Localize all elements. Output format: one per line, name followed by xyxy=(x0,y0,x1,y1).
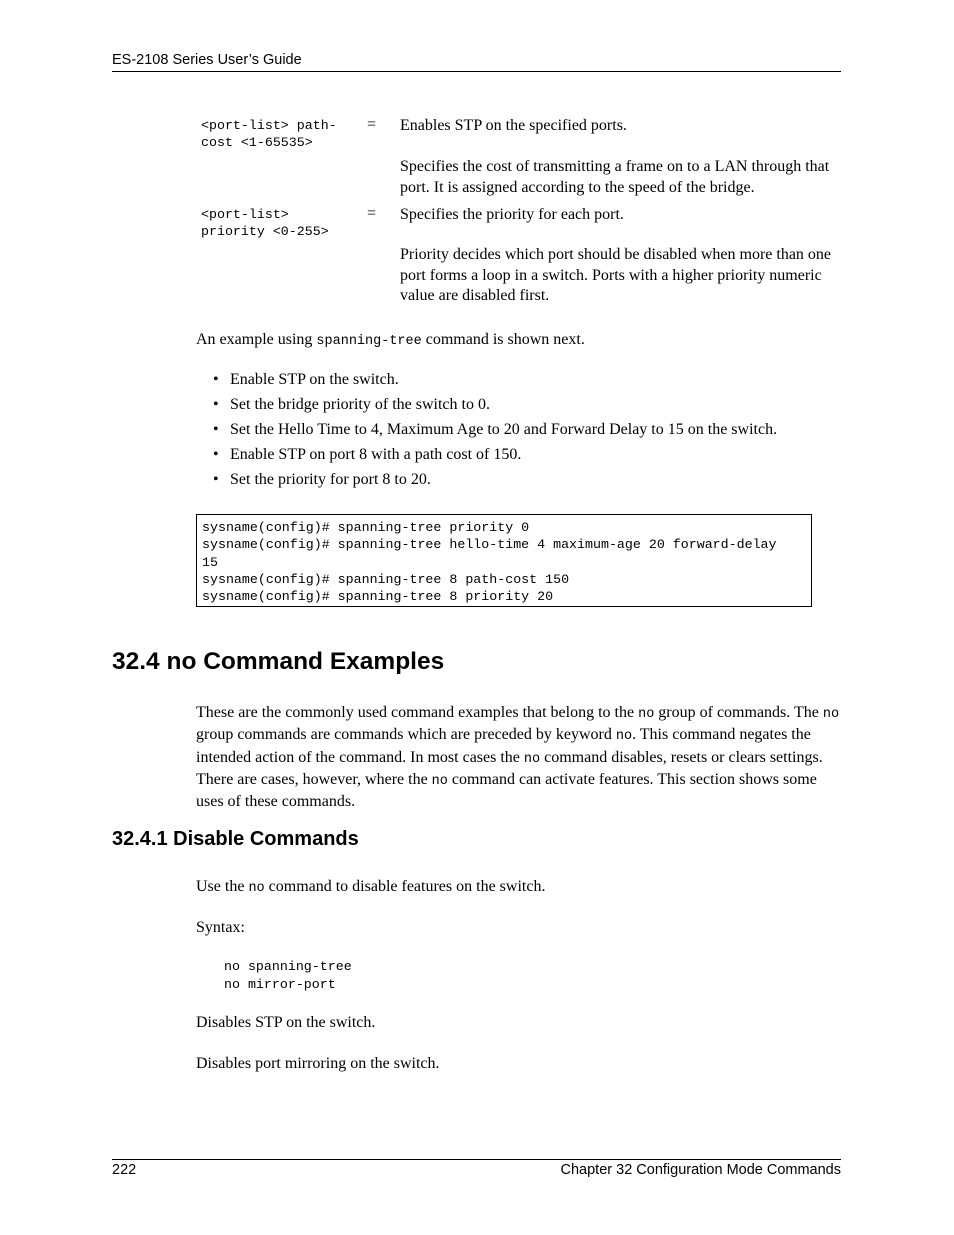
text-run: . This command negates the intended action of the command. In most cases the xyxy=(196,726,811,766)
param-name-line: <port-list> path- xyxy=(201,118,337,133)
param-name-line: priority <0-255> xyxy=(201,224,329,239)
text-run: An example using xyxy=(196,331,317,348)
inline-code: no xyxy=(822,707,840,722)
text-run: command is shown next. xyxy=(421,331,585,348)
code-line: sysname(config)# spanning-tree 8 priority 20 xyxy=(202,589,554,605)
list-item xyxy=(213,369,777,394)
equals-sign: = xyxy=(367,116,377,133)
command-description: Disables port mirroring on the switch. xyxy=(196,1055,440,1072)
inline-code: no xyxy=(248,881,265,896)
param-name-priority xyxy=(201,206,329,240)
list-item-text: Set the Hello Time to 4, Maximum Age to 20 and Forward Delay to 15 on the switch. xyxy=(230,421,778,438)
text-run: command disables, resets or clears settings. There are cases, however, where the xyxy=(196,748,823,788)
list-item xyxy=(213,469,777,494)
param-desc: Enables STP on the specified ports. xyxy=(400,117,627,134)
syntax-line: no spanning-tree xyxy=(224,959,352,974)
code-line: sysname(config)# spanning-tree 8 path-cost 150 xyxy=(202,571,570,587)
text-run: command can activate features. This section shows some uses of these commands. xyxy=(196,770,817,811)
syntax-line: no mirror-port xyxy=(224,977,336,992)
bullet-list xyxy=(213,369,777,494)
use-paragraph xyxy=(196,877,841,899)
syntax-label: Syntax: xyxy=(196,919,245,936)
inline-code: spanning-tree xyxy=(316,334,422,349)
list-item xyxy=(213,394,777,419)
bullet-icon: • xyxy=(213,371,219,388)
param-name-line: <port-list> xyxy=(201,207,289,222)
bullet-icon: • xyxy=(213,421,219,438)
code-example-box xyxy=(196,514,812,607)
subsection-heading: 32.4.1 Disable Commands xyxy=(112,828,359,850)
equals-sign: = xyxy=(367,205,377,222)
inline-code: no xyxy=(431,773,448,789)
command-description: Disables STP on the switch. xyxy=(196,1014,376,1031)
text-run: group of commands. The xyxy=(654,704,823,721)
code-line: 15 xyxy=(202,554,218,570)
inline-code: no xyxy=(523,751,541,767)
running-header: ES-2108 Series User’s Guide xyxy=(112,52,302,68)
footer-rule xyxy=(112,1159,841,1160)
list-item xyxy=(213,444,777,469)
list-item xyxy=(213,419,777,444)
bullet-icon: • xyxy=(213,396,219,413)
text-run: command to disable features on the switch. xyxy=(264,878,546,895)
section-paragraph xyxy=(196,703,841,812)
text-run: group commands are commands which are preceded by keyword xyxy=(196,726,616,744)
bullet-icon: • xyxy=(213,471,219,488)
example-intro xyxy=(196,330,841,352)
param-name-line: cost <1-65535> xyxy=(201,135,313,150)
page-number: 222 xyxy=(112,1162,137,1178)
param-detail: Specifies the cost of transmitting a frame on to a LAN through that port. It is assigned according to the speed of the bridge. xyxy=(400,158,830,196)
bullet-icon: • xyxy=(213,446,219,463)
code-line: sysname(config)# spanning-tree hello-time 4 maximum-age 20 forward-delay xyxy=(202,537,777,553)
param-desc: Specifies the priority for each port. xyxy=(400,206,624,223)
section-heading: 32.4 no Command Examples xyxy=(112,648,445,675)
inline-code: no xyxy=(638,707,655,722)
list-item-text: Enable STP on port 8 with a path cost of 150. xyxy=(230,446,522,463)
param-name-path-cost xyxy=(201,117,337,151)
text-run: These are the commonly used command examples that belong to the xyxy=(196,704,639,721)
chapter-title: Chapter 32 Configuration Mode Commands xyxy=(560,1162,841,1178)
header-rule xyxy=(112,71,841,72)
list-item-text: Set the priority for port 8 to 20. xyxy=(230,471,431,488)
list-item-text: Enable STP on the switch. xyxy=(230,371,399,388)
code-line: sysname(config)# spanning-tree priority 0 xyxy=(202,520,530,535)
param-detail: Priority decides which port should be disabled when more than one port forms a loop in a switch. Ports with a higher priority numeric value are disabled first. xyxy=(400,246,832,304)
text-run: Use the xyxy=(196,878,249,895)
inline-code: no xyxy=(615,729,633,745)
list-item-text: Set the bridge priority of the switch to 0. xyxy=(230,396,490,413)
